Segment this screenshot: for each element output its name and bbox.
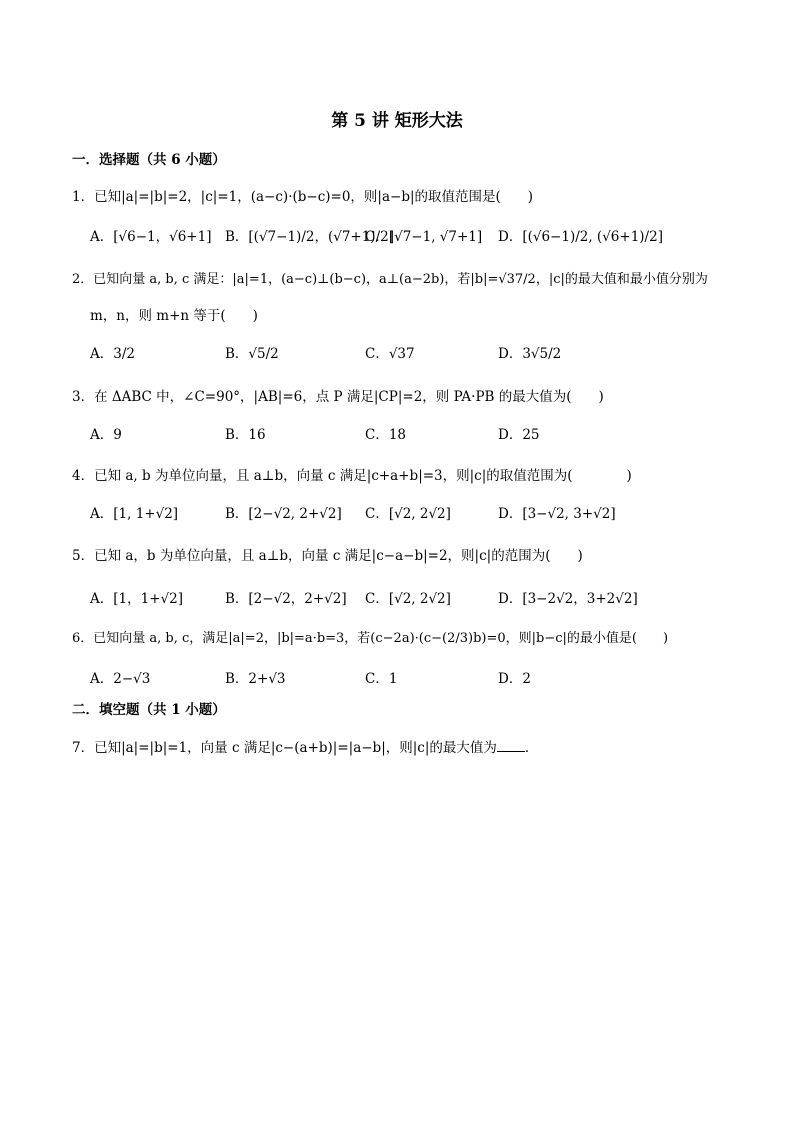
question-3: 3．在 ΔABC 中，∠C=90°，|AB|=6，点 P 满足|CP|=2，则 PA·PB 的最大值为( ): [72, 389, 604, 405]
q2-option-d: D．3√5/2: [498, 346, 562, 362]
q5-option-a: A．[1，1+√2]: [90, 591, 183, 607]
q4-option-c: C．[√2, 2√2]: [365, 506, 451, 522]
question-5: 5．已知 a，b 为单位向量，且 a⊥b，向量 c 满足|c−a−b|=2，则|c|的范围为( ): [72, 548, 583, 564]
q3-option-b: B．16: [225, 427, 266, 443]
question-6: 6．已知向量 a, b, c，满足|a|=2，|b|=a·b=3，若(c−2a)·(c−(2/3)b)=0，则|b−c|的最小值是( ): [72, 631, 669, 646]
q5-option-d: D．[3−2√2，3+2√2]: [498, 591, 638, 607]
q1-option-d: D．[(√6−1)/2, (√6+1)/2]: [498, 229, 663, 245]
q1-option-b: B．[(√7−1)/2，(√7+1)/2]: [225, 229, 394, 245]
q3-option-d: D．25: [498, 427, 540, 443]
question-2-line-2: m，n，则 m+n 等于( ): [90, 308, 258, 324]
q4-option-b: B．[2−√2, 2+√2]: [225, 506, 342, 522]
q6-option-a: A．2−√3: [90, 671, 151, 687]
question-1: 1．已知|a|=|b|=2，|c|=1，(a−c)·(b−c)=0，则|a−b|的取值范围是( ): [72, 189, 534, 205]
q5-option-c: C．[√2, 2√2]: [365, 591, 451, 607]
question-2-line-1: 2．已知向量 a, b, c 满足：|a|=1，(a−c)⊥(b−c)，a⊥(a−2b)，若|b|=√37/2，|c|的最大值和最小值分别为: [72, 272, 708, 287]
q2-option-b: B．√5/2: [225, 346, 279, 362]
q3-option-a: A．9: [90, 427, 122, 443]
question-7: 7．已知|a|=|b|=1，向量 c 满足|c−(a+b)|=|a−b|，则|c|的最大值为 ．: [72, 740, 539, 756]
section-heading-choice: 一．选择题（共 6 小题）: [72, 152, 226, 168]
q5-option-b: B．[2−√2，2+√2]: [225, 591, 347, 607]
q6-option-b: B．2+√3: [225, 671, 286, 687]
page-title: 第 5 讲 矩形大法: [331, 111, 463, 131]
q6-option-c: C．1: [365, 671, 398, 687]
q1-option-c: C．[√7−1, √7+1]: [365, 229, 483, 245]
q4-option-a: A．[1, 1+√2]: [90, 506, 179, 522]
q2-option-c: C．√37: [365, 346, 415, 362]
q6-option-d: D．2: [498, 671, 531, 687]
q3-option-c: C．18: [365, 427, 407, 443]
q4-option-d: D．[3−√2, 3+√2]: [498, 506, 616, 522]
q1-option-a: A．[√6−1，√6+1]: [90, 229, 212, 245]
q2-option-a: A．3/2: [90, 346, 135, 362]
question-7-text: 7．已知|a|=|b|=1，向量 c 满足|c−(a+b)|=|a−b|，则|c|的最大值为: [72, 740, 497, 756]
answer-blank: [497, 739, 525, 752]
question-4: 4．已知 a, b 为单位向量，且 a⊥b，向量 c 满足|c+a+b|=3，则|c|的取值范围为( ): [72, 468, 632, 484]
section-heading-fill-in: 二．填空题（共 1 小题）: [72, 702, 226, 718]
